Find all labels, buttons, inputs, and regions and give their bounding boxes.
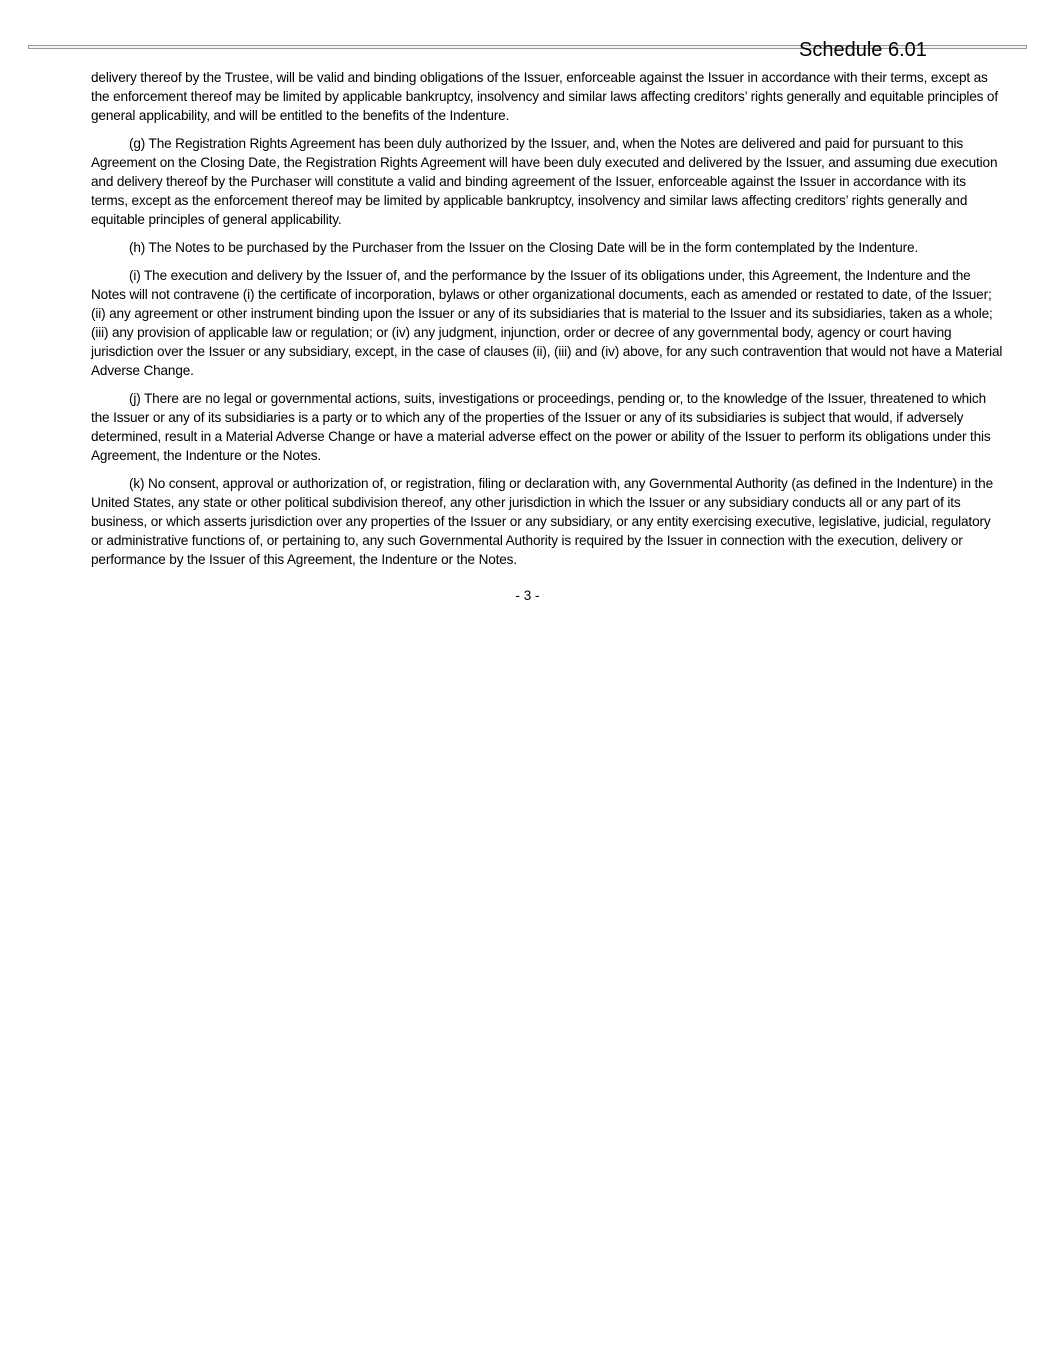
paragraph-i: (i) The execution and delivery by the Issuer of, and the performance by the Issuer of its obligations under, this Agreement, the Indenture and the Notes will not contravene (i) the certificate of incorporation, bylaws or other organizational documents, each as amended or restated to date, of the Issuer; (ii) any agreement or other instrument binding upon the Issuer or any of its subsidiaries that is material to the Issuer and its subsidiaries, taken as a whole; (iii) any provision of applicable law or regulation; or (iv) any judgment, injunction, order or decree of any governmental body, agency or court having jurisdiction over the Issuer or any subsidiary, except, in the case of clauses (ii), (iii) and (iv) above, for any such contravention that would not have a Material Adverse Change. <box>91 268 1003 378</box>
schedule-label: Schedule 6.01 <box>799 39 927 61</box>
document-body <box>91 68 1005 578</box>
paragraph-continuation: delivery thereof by the Trustee, will be valid and binding obligations of the Issuer, enforceable against the Issuer in accordance with their terms, except as the enforcement thereof may be limited by applicable bankruptcy, insolvency and similar laws affecting creditors’ rights generally and equitable principles of general applicability, and will be entitled to the benefits of the Indenture. <box>91 70 998 123</box>
paragraph-k: (k) No consent, approval or authorization of, or registration, filing or declaration with, any Governmental Authority (as defined in the Indenture) in the United States, any state or other political subdivision thereof, any other jurisdiction in which the Issuer or any subsidiary conducts all or any part of its business, or which asserts jurisdiction over any properties of the Issuer or any subsidiary, or any entity exercising executive, legislative, judicial, regulatory or administrative functions of, or pertaining to, any such Governmental Authority is required by the Issuer in connection with the execution, delivery or performance by the Issuer of this Agreement, the Indenture or the Notes. <box>91 476 993 567</box>
page-number: - 3 - <box>515 588 540 603</box>
paragraph-g: (g) The Registration Rights Agreement has been duly authorized by the Issuer, and, when the Notes are delivered and paid for pursuant to this Agreement on the Closing Date, the Registration Rights Agreement will have been duly executed and delivered by the Issuer, and assuming due execution and delivery thereof by the Purchaser will constitute a valid and binding agreement of the Issuer, enforceable against the Issuer in accordance with its terms, except as the enforcement thereof may be limited by applicable bankruptcy, insolvency and similar laws affecting creditors’ rights generally and equitable principles of general applicability. <box>91 136 998 227</box>
paragraph-h: (h) The Notes to be purchased by the Purchaser from the Issuer on the Closing Date will be in the form contemplated by the Indenture. <box>129 240 919 255</box>
paragraph-j: (j) There are no legal or governmental actions, suits, investigations or proceedings, pending or, to the knowledge of the Issuer, threatened to which the Issuer or any of its subsidiaries is a party or to which any of the properties of the Issuer or any of its subsidiaries is subject that would, if adversely determined, result in a Material Adverse Change or have a material adverse effect on the power or ability of the Issuer to perform its obligations under this Agreement, the Indenture or the Notes. <box>91 391 991 463</box>
